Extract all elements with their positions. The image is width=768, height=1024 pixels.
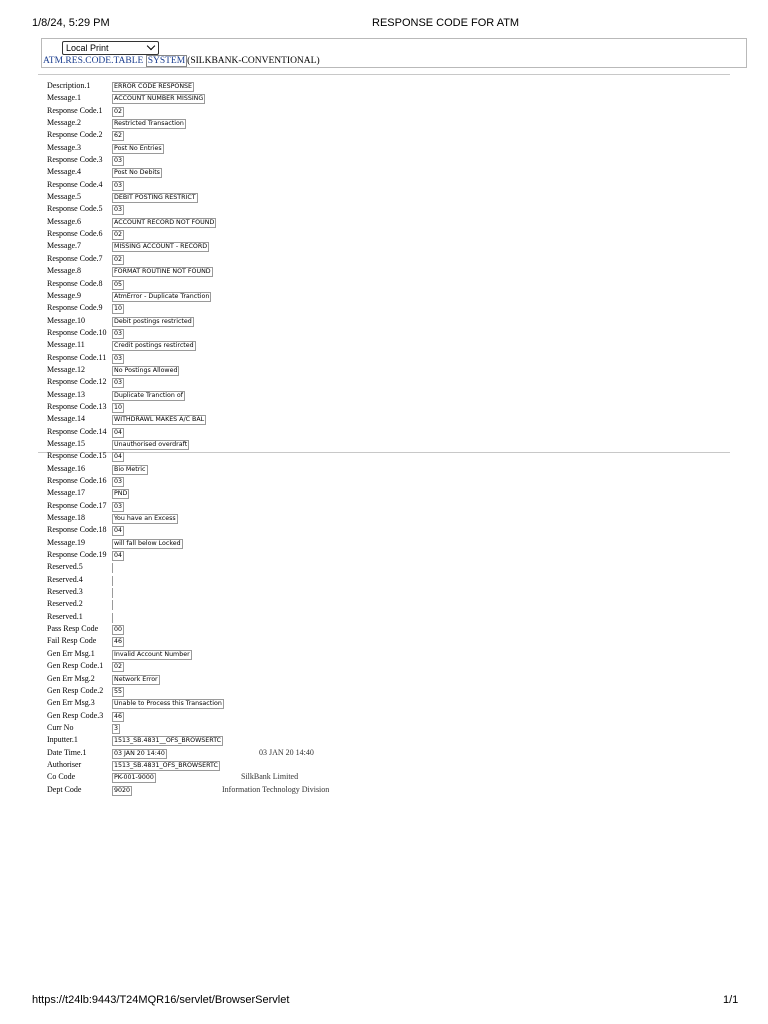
field-label: Reserved.2 xyxy=(47,599,83,609)
field-label: Response Code.8 xyxy=(47,278,103,288)
field-label: Message.8 xyxy=(47,266,81,276)
field-value: WITHDRAWL MAKES A/C BAL xyxy=(114,416,205,424)
field-value: ERROR CODE RESPONSE xyxy=(114,83,193,90)
field-value: Post No Entries xyxy=(114,144,162,152)
field-label: Inputter.1 xyxy=(47,735,78,745)
field-value: PND xyxy=(114,490,128,498)
field-label: Message.11 xyxy=(47,340,85,350)
field-value: Unable to Process this Transaction xyxy=(114,700,222,708)
field-value: 1513_SB.4831__OFS_BROWSERTC xyxy=(114,737,222,745)
field-value xyxy=(112,576,113,586)
field-value: 02 xyxy=(114,107,123,115)
field-value xyxy=(112,563,113,573)
application-id: ATM.RES.CODE.TABLE xyxy=(43,56,144,66)
field-label: Response Code.4 xyxy=(47,179,103,189)
field-value: 04 xyxy=(114,428,123,436)
field-label: Gen Err Msg.1 xyxy=(47,648,95,658)
field-value: 03 xyxy=(114,502,123,510)
field-label: Gen Resp Code.3 xyxy=(47,710,104,720)
field-value: 03 xyxy=(114,329,123,337)
field-value: Debit postings restricted xyxy=(114,317,192,325)
field-enrichment: SilkBank Limited xyxy=(241,772,299,782)
field-value: 04 xyxy=(114,527,123,535)
field-value: 46 xyxy=(114,712,123,720)
field-value: 03 JAN 20 14:40 xyxy=(114,749,165,757)
field-label: Response Code.2 xyxy=(47,130,103,140)
field-value: 04 xyxy=(114,552,123,560)
field-value xyxy=(112,600,113,610)
record-description: (SILKBANK-CONVENTIONAL) xyxy=(187,56,320,66)
page-url: https://t24lb:9443/T24MQR16/servlet/BrowserServlet xyxy=(32,994,290,1006)
field-value: 10 xyxy=(114,305,123,313)
field-value: AtmError - Duplicate Tranction xyxy=(114,292,210,300)
field-value: will fall below Locked xyxy=(114,539,181,547)
field-label: Reserved.4 xyxy=(47,574,83,584)
field-label: Message.4 xyxy=(47,167,81,177)
field-label: Fail Resp Code xyxy=(47,636,97,646)
field-label: Response Code.17 xyxy=(47,500,107,510)
field-value: No Postings Allowed xyxy=(114,366,178,374)
field-value: 46 xyxy=(114,638,123,646)
field-label: Reserved.5 xyxy=(47,562,83,572)
field-value: 3 xyxy=(114,724,119,732)
field-label: Curr No xyxy=(47,722,74,732)
field-label: Gen Err Msg.2 xyxy=(47,673,95,683)
field-label: Response Code.11 xyxy=(47,352,107,362)
field-value: 62 xyxy=(114,132,123,140)
field-label: Message.2 xyxy=(47,118,81,128)
field-value: 03 xyxy=(114,206,123,214)
print-option-select[interactable] xyxy=(62,41,159,55)
field-label: Message.9 xyxy=(47,290,81,300)
field-value: You have an Excess xyxy=(114,515,176,523)
field-label: Message.15 xyxy=(47,438,85,448)
field-label: Response Code.13 xyxy=(47,401,107,411)
field-enrichment: Information Technology Division xyxy=(222,784,330,794)
field-value: 1513_SB.4831_OFS_BROWSERTC xyxy=(114,761,218,769)
field-label: Message.13 xyxy=(47,389,85,399)
field-value: Invalid Account Number xyxy=(114,650,190,658)
record-toolbar xyxy=(41,38,747,68)
field-label: Co Code xyxy=(47,772,76,782)
field-value: Post No Debits xyxy=(114,169,160,177)
field-value: 02 xyxy=(114,663,123,671)
field-label: Gen Resp Code.2 xyxy=(47,685,104,695)
field-value: 03 xyxy=(114,157,123,165)
field-label: Message.7 xyxy=(47,241,81,251)
field-value: 03 xyxy=(114,181,123,189)
field-label: Message.12 xyxy=(47,364,85,374)
field-value: 02 xyxy=(114,255,123,263)
field-value xyxy=(112,588,113,598)
field-value: 9020 xyxy=(114,786,131,794)
field-value: 02 xyxy=(114,231,123,239)
page-title: RESPONSE CODE FOR ATM xyxy=(372,17,520,29)
field-label: Gen Err Msg.3 xyxy=(47,698,95,708)
field-value: ACCOUNT NUMBER MISSING xyxy=(114,95,204,103)
field-label: Message.16 xyxy=(47,463,85,473)
field-value: 10 xyxy=(114,403,123,411)
field-label: Response Code.9 xyxy=(47,303,103,313)
field-label: Response Code.19 xyxy=(47,550,107,560)
field-label: Response Code.6 xyxy=(47,229,103,239)
field-label: Dept Code xyxy=(47,784,82,794)
field-enrichment: 03 JAN 20 14:40 xyxy=(259,747,314,757)
field-value: Duplicate Tranction of xyxy=(114,391,183,399)
page-break-divider xyxy=(38,452,730,453)
field-value: Restricted Transaction xyxy=(114,120,184,128)
field-label: Message.3 xyxy=(47,142,81,152)
field-label: Response Code.10 xyxy=(47,327,107,337)
print-datetime: 1/8/24, 5:29 PM xyxy=(32,17,110,29)
field-label: Response Code.1 xyxy=(47,105,103,115)
print-option-value: Local Print xyxy=(66,43,109,53)
field-label: Message.19 xyxy=(47,537,85,547)
divider xyxy=(38,74,730,75)
field-label: Response Code.15 xyxy=(47,451,107,461)
field-label: Response Code.5 xyxy=(47,204,103,214)
field-value: FORMAT ROUTINE NOT FOUND xyxy=(114,268,211,276)
field-label: Response Code.14 xyxy=(47,426,107,436)
field-label: Response Code.3 xyxy=(47,155,103,165)
field-value: 03 xyxy=(114,354,123,362)
field-value xyxy=(112,613,113,623)
chevron-down-icon xyxy=(147,42,155,50)
field-label: Reserved.1 xyxy=(47,611,83,621)
field-value: MISSING ACCOUNT - RECORD xyxy=(114,243,208,251)
field-label: Message.6 xyxy=(47,216,81,226)
field-value: 04 xyxy=(114,453,123,461)
field-label: Authoriser xyxy=(47,759,82,769)
field-label: Message.10 xyxy=(47,315,85,325)
field-value: 55 xyxy=(114,687,123,695)
field-value: Network Error xyxy=(114,675,158,683)
field-label: Message.17 xyxy=(47,488,85,498)
record-id: SYSTEM xyxy=(147,56,186,66)
record-identifier xyxy=(43,56,320,66)
field-label: Description.1 xyxy=(47,81,91,90)
field-label: Message.18 xyxy=(47,513,85,523)
field-label: Message.14 xyxy=(47,414,85,424)
field-label: Gen Resp Code.1 xyxy=(47,661,104,671)
field-label: Reserved.3 xyxy=(47,587,83,597)
field-value: DEBIT POSTING RESTRICT xyxy=(114,194,196,202)
field-label: Response Code.16 xyxy=(47,476,107,485)
field-value: 03 xyxy=(114,379,123,387)
field-value: Unauthorised overdraft xyxy=(114,440,188,448)
field-label: Pass Resp Code xyxy=(47,624,99,634)
field-value: 00 xyxy=(114,626,123,634)
field-label: Date Time.1 xyxy=(47,747,87,757)
field-value: Bio Metric xyxy=(114,465,146,473)
field-value: 05 xyxy=(114,280,123,288)
page-number: 1/1 xyxy=(723,994,739,1006)
field-label: Response Code.12 xyxy=(47,377,107,387)
field-value: PK-001-9000 xyxy=(114,774,154,782)
field-label: Response Code.7 xyxy=(47,253,103,263)
field-value: 03 xyxy=(114,478,123,485)
field-label: Response Code.18 xyxy=(47,525,107,535)
field-label: Message.5 xyxy=(47,192,81,202)
field-label: Message.1 xyxy=(47,93,81,103)
field-value: Credit postings restircted xyxy=(114,342,194,350)
field-value: ACCOUNT RECORD NOT FOUND xyxy=(114,218,215,226)
